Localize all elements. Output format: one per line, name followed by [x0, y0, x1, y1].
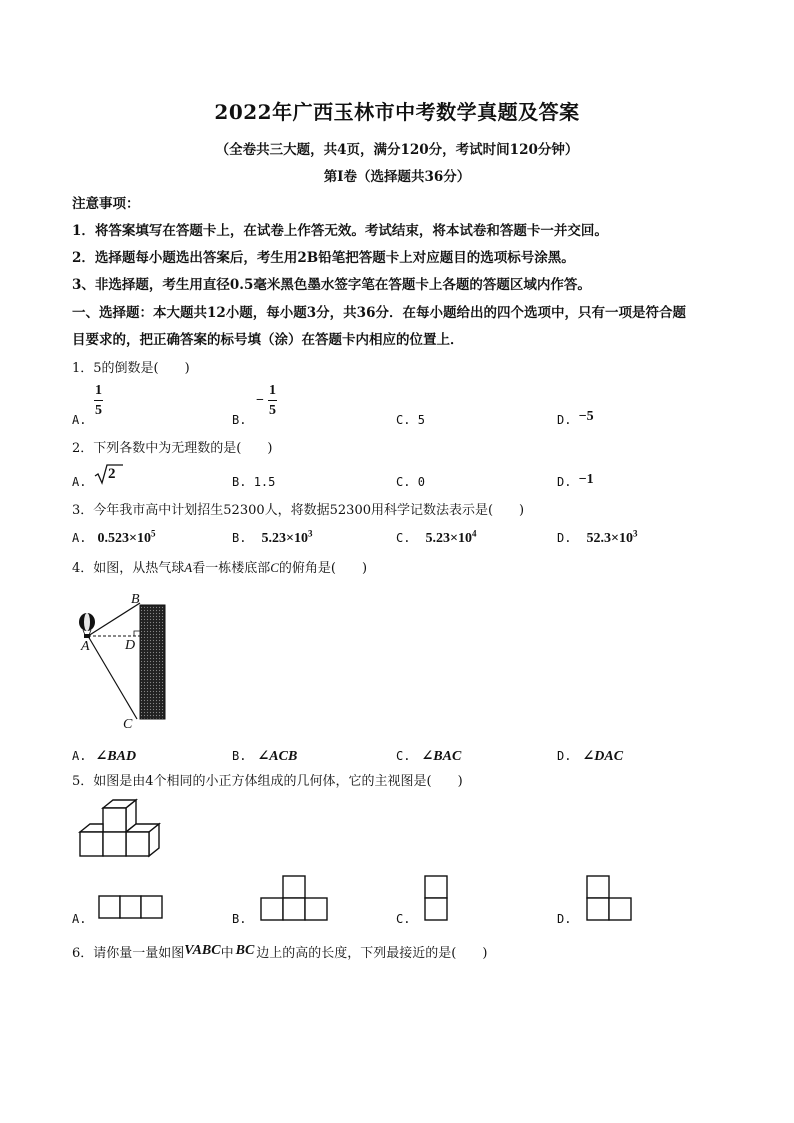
question-3-stem: 3．今年我市高中计划招生52300人，将数据52300用科学记数法表示是( ): [72, 503, 525, 518]
option-b-t-shape-figure: [260, 875, 328, 921]
question-4-option-d: D. ∠DAC: [557, 749, 624, 764]
label-d: D: [125, 638, 136, 653]
question-1-stem: 1．5的倒数是( ): [72, 361, 190, 376]
note-item-3: 3、非选择题，考生用直径0.5毫米黑色墨水签字笔在答题卡上各题的答题区域内作答。: [72, 277, 591, 293]
section-instructions-line1: 一、选择题：本大题共12小题，每小题3分，共36分．在每小题给出的四个选项中，只有一项是符合题: [72, 305, 686, 321]
document-title: 2022年广西玉林市中考数学真题及答案: [214, 100, 580, 124]
option-d-l-shape-figure: [586, 875, 634, 921]
balloon-building-figure: [74, 591, 184, 731]
question-2-stem: 2．下列各数中为无理数的是( ): [72, 441, 273, 456]
question-2-option-d: D. −1: [557, 472, 594, 489]
note-item-1: 1．将答案填写在答题卡上，在试卷上作答无效。考试结束，将本试卷和答题卡一并交回。: [72, 223, 608, 239]
question-3-option-a: A. $0.523\times 10^5$: [72, 528, 156, 546]
label-c: C: [123, 717, 133, 732]
question-4-option-c: C. ∠BAC: [396, 749, 462, 764]
question-4-option-b: B. ∠ACB: [232, 749, 298, 764]
option-a-three-squares-figure: [98, 895, 164, 919]
section-instructions-line2: 目要求的，把正确答案的标号填（涂）在答题卡内相应的位置上．: [72, 332, 464, 348]
hot-air-balloon-icon: [79, 613, 95, 638]
question-5-option-d-label: D.: [557, 912, 572, 926]
question-1-option-c: C. 5: [396, 413, 425, 427]
volume-heading: 第Ⅰ卷（选择题共36分）: [323, 169, 471, 185]
label-a: A: [81, 639, 90, 654]
question-6-stem: 6．请你量一量如图VABC中 BC 边上的高的长度，下列最接近的是( ): [72, 943, 488, 961]
question-4-option-a: A. ∠BAD: [72, 749, 137, 764]
question-4-stem: 4．如图，从热气球A看一栋楼底部C的俯角是( ): [72, 560, 368, 576]
fraction-one-fifth: $\frac{1}{5}$: [269, 383, 276, 418]
cube-solid-figure: [74, 800, 166, 858]
fraction-one-fifth: $\frac{1}{5}$: [95, 383, 102, 418]
question-2-option-b: B. 1.5: [232, 475, 276, 489]
question-3-option-b: B. $5.23\times 10^3$: [232, 528, 313, 546]
question-3-option-d: D. $52.3\times 10^3$: [557, 528, 638, 546]
question-2-option-c: C. 0: [396, 475, 425, 489]
option-c-column-figure: [424, 875, 448, 921]
question-5-option-a-label: A.: [72, 912, 87, 926]
question-1-option-d: D. −5: [557, 409, 594, 427]
exam-info: （全卷共三大题，共4页，满分120分，考试时间120分钟）: [215, 142, 579, 158]
notes-heading: 注意事项：: [72, 196, 140, 212]
question-5-option-b-label: B.: [232, 912, 247, 926]
question-5-stem: 5．如图是由4个相同的小正方体组成的几何体，它的主视图是( ): [72, 774, 463, 789]
note-item-2: 2．选择题每小题选出答案后，考生用2B铅笔把答题卡上对应题目的选项标号涂黑。: [72, 250, 575, 266]
minus-sign: −: [256, 393, 264, 408]
question-5-option-c-label: C.: [396, 912, 411, 926]
building-shape: [140, 605, 165, 719]
question-3-option-c: C. $5.23\times 10^4$: [396, 528, 477, 546]
label-b: B: [131, 592, 140, 607]
option-label: A.: [72, 475, 87, 489]
option-label: B.: [232, 413, 247, 427]
option-label: A.: [72, 413, 87, 427]
